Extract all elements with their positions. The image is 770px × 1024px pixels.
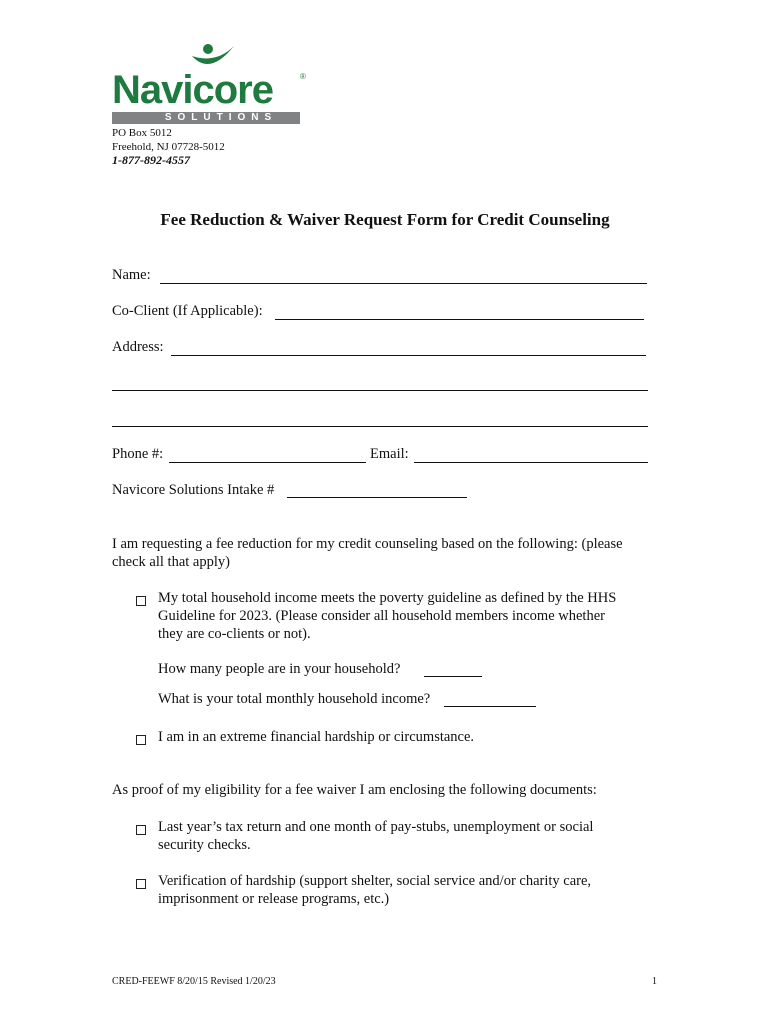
checkbox-icon [136, 735, 146, 745]
form-code: CRED-FEEWF 8/20/15 Revised 1/20/23 [112, 976, 276, 987]
intake-label: Navicore Solutions Intake # [112, 482, 275, 498]
logo-subbar [112, 112, 300, 124]
address-field-3[interactable] [112, 426, 648, 427]
checkbox-tax-return[interactable] [136, 821, 146, 839]
logo-sub-text: SOLUTIONS [164, 112, 278, 123]
address-field-1[interactable] [171, 355, 646, 356]
page-title: Fee Reduction & Waiver Request Form for Credit Counseling [160, 210, 610, 229]
doc-tax-return-1: Last year’s tax return and one month of pay-stubs, unemployment or social [158, 819, 594, 835]
checkbox-poverty[interactable] [136, 592, 146, 610]
doc-tax-return-2: security checks. [158, 837, 251, 853]
page-number: 1 [652, 976, 657, 987]
option-poverty-3: they are co-clients or not). [158, 626, 311, 642]
phone-number: 1-877-892-4557 [112, 153, 190, 167]
doc-verification-2: imprisonment or release programs, etc.) [158, 891, 390, 907]
monthly-income-label: What is your total monthly household income? [158, 691, 431, 707]
address-field-2[interactable] [112, 390, 648, 391]
coclient-field[interactable] [275, 319, 644, 320]
coclient-label: Co-Client (If Applicable): [112, 303, 263, 319]
name-label: Name: [112, 267, 151, 283]
option-poverty-2: Guideline for 2023. (Please consider all household members income whether [158, 608, 605, 624]
proof-intro: As proof of my eligibility for a fee waiver I am enclosing the following documents: [112, 782, 597, 798]
navicore-logo [112, 42, 308, 126]
checkbox-icon [136, 596, 146, 606]
monthly-income-field[interactable] [444, 706, 536, 707]
checkbox-hardship[interactable] [136, 731, 146, 749]
phone-field[interactable] [169, 462, 366, 463]
checkbox-icon [136, 825, 146, 835]
po-box: PO Box 5012 [112, 127, 172, 139]
phone-label: Phone #: [112, 446, 164, 462]
registered-mark: ® [300, 72, 306, 81]
email-field[interactable] [414, 462, 648, 463]
checkbox-icon [136, 879, 146, 889]
checkbox-verification[interactable] [136, 875, 146, 893]
household-size-label: How many people are in your household? [158, 661, 401, 677]
intake-field[interactable] [287, 497, 467, 498]
doc-verification-1: Verification of hardship (support shelter, social service and/or charity care, [158, 873, 592, 889]
household-size-field[interactable] [424, 676, 482, 677]
option-hardship: I am in an extreme financial hardship or circumstance. [158, 729, 475, 745]
logo-wordmark: Navicore [112, 68, 273, 112]
request-intro-2: check all that apply) [112, 554, 230, 570]
option-poverty-1: My total household income meets the poverty guideline as defined by the HHS [158, 590, 617, 606]
address-label: Address: [112, 339, 164, 355]
request-intro-1: I am requesting a fee reduction for my credit counseling based on the following: (please [112, 536, 623, 552]
email-label: Email: [370, 446, 409, 462]
name-field[interactable] [160, 283, 647, 284]
city-address: Freehold, NJ 07728-5012 [112, 141, 225, 153]
